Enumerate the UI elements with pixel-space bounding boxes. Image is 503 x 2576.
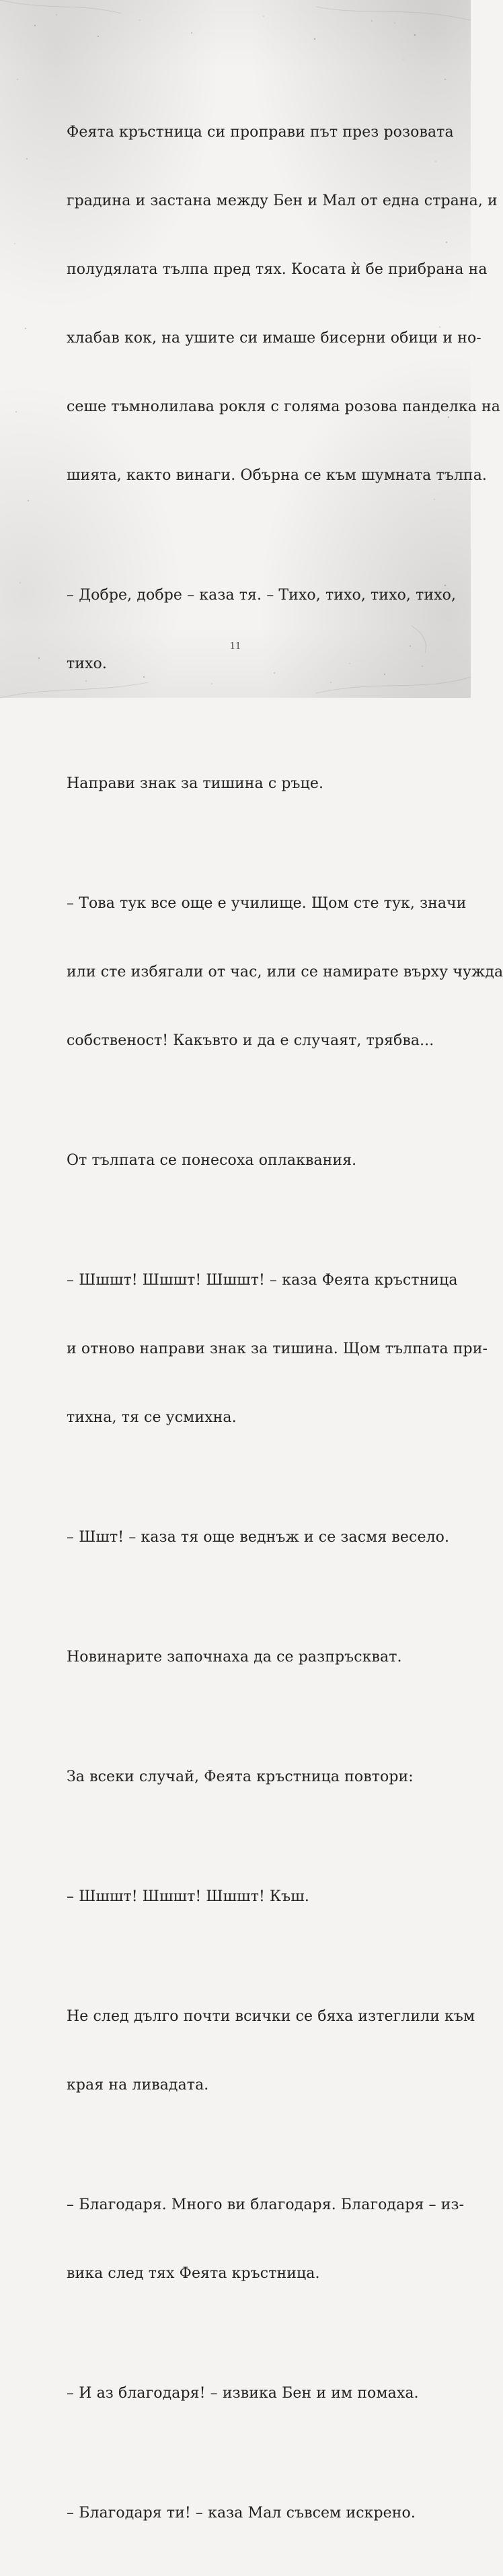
paragraph-11 bbox=[67, 1960, 475, 2143]
paragraph-4-line-1: – Това тук все още е училище. Щом сте тук, значи bbox=[67, 895, 467, 912]
paragraph-4 bbox=[67, 847, 503, 1098]
page-text bbox=[67, 75, 503, 2576]
paragraph-3-line-1: Направи знак за тишина с ръце. bbox=[67, 775, 324, 792]
paragraph-6 bbox=[67, 1223, 488, 1475]
paragraph-12-line-2: вика след тях Феята кръстница. bbox=[67, 2265, 320, 2282]
paragraph-8 bbox=[67, 1600, 401, 1715]
paragraph-10 bbox=[67, 1840, 401, 1954]
paragraph-14-line-1: – Благодаря ти! – каза Мал съвсем искрено. bbox=[67, 2505, 416, 2521]
paragraph-1-line-3: полудялата тълпа пред тях. Косата ѝ бе прибрана на bbox=[67, 261, 488, 278]
paragraph-1-line-4: хлабав кок, на ушите си имаше бисерни обици и но- bbox=[67, 330, 481, 347]
paragraph-6-line-2: и отново направи знак за тишина. Щом тълпата при- bbox=[67, 1340, 488, 1357]
paragraph-12 bbox=[67, 2148, 465, 2331]
paragraph-12-line-1: – Благодаря. Много ви благодаря. Благодаря – из- bbox=[67, 2196, 465, 2213]
paragraph-1-line-6: шията, както винаги. Обърна се към шумната тълпа. bbox=[67, 467, 488, 484]
paragraph-2-line-1: – Добре, добре – каза тя. – Тихо, тихо, тихо, тихо, bbox=[67, 587, 457, 604]
paragraph-13-line-1: – И аз благодаря! – извика Бен и им помаха. bbox=[67, 2385, 419, 2402]
paragraph-5 bbox=[67, 1104, 401, 1218]
paragraph-1-line-2: градина и застана между Бен и Мал от една страна, и bbox=[67, 192, 498, 209]
paragraph-13 bbox=[67, 2336, 419, 2451]
paragraph-11-line-1: Не след дълго почти всички се бяха изтеглили към bbox=[67, 2008, 475, 2025]
paragraph-10-line-1: – Шшшт! Шшшт! Шшшт! Къш. bbox=[67, 1888, 309, 1905]
paragraph-1-line-1: Феята кръстница си проправи път през розовата bbox=[67, 124, 454, 141]
paragraph-8-line-1: Новинарите започнаха да се разпръскват. bbox=[67, 1649, 402, 1666]
paragraph-14 bbox=[67, 2456, 416, 2571]
paragraph-1 bbox=[67, 75, 500, 533]
paragraph-7-line-1: – Шшт! – каза тя още веднъж и се засмя весело. bbox=[67, 1529, 450, 1546]
paragraph-6-line-3: тихна, тя се усмихна. bbox=[67, 1409, 237, 1426]
paragraph-1-line-5: сеше тъмнолилава рокля с голяма розова панделка на bbox=[67, 398, 500, 415]
paragraph-11-line-2: края на ливадата. bbox=[67, 2077, 209, 2094]
paragraph-4-line-2: или сте избягали от час, или се намирате върху чужда bbox=[67, 964, 503, 980]
paragraph-6-line-1: – Шшшт! Шшшт! Шшшт! – каза Феята кръстница bbox=[67, 1272, 458, 1289]
paragraph-9 bbox=[67, 1720, 414, 1834]
paragraph-9-line-1: За всеки случай, Феята кръстница повтори: bbox=[67, 1768, 414, 1785]
page-number: 11 bbox=[229, 641, 241, 651]
paragraph-4-line-3: собственост! Какъвто и да е случаят, трябва... bbox=[67, 1032, 434, 1049]
paragraph-2 bbox=[67, 538, 457, 721]
paragraph-7 bbox=[67, 1480, 450, 1595]
paragraph-5-line-1: От тълпата се понесоха оплаквания. bbox=[67, 1152, 357, 1169]
paragraph-3 bbox=[67, 727, 401, 841]
paragraph-2-line-2: тихо. bbox=[67, 655, 107, 672]
